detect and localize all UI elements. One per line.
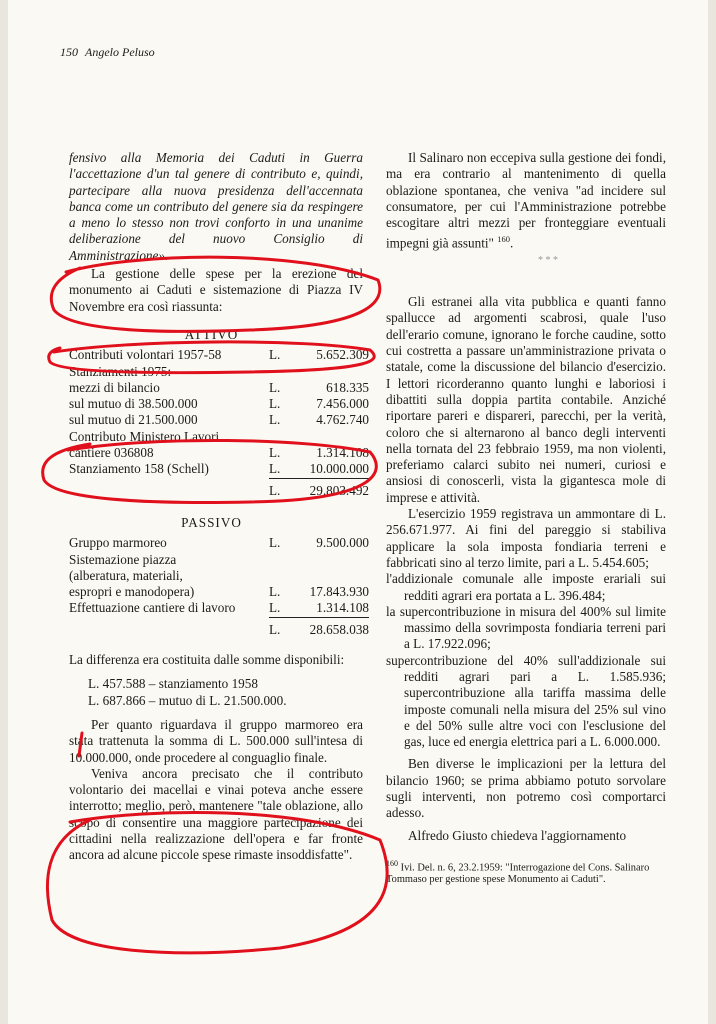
attivo-total-currency: L.: [269, 482, 281, 498]
ledger-amount: 4.762.740: [316, 412, 369, 428]
difference-item: L. 687.866 – mutuo di L. 21.500.000.: [88, 692, 287, 708]
ledger-row: [69, 600, 369, 617]
tax-item: supercontribuzione del 40% sull'addizionale sui redditi agrari pari a L. 1.585.936; supercontribuzione alla tariffa massima delle imposte comunali nella misura del 25% sul vino e del 50% sulle altre voci con l'esclusione del gas, luce ed energia elettrica pari a L. 6.000.000.: [386, 652, 666, 750]
ledger-label: sul mutuo di 38.500.000: [69, 396, 198, 412]
marble-paragraph: Per quanto riguardava il gruppo marmoreo era stata trattenuta la somma di L. 500.000 sull'intesa di 10.000.000, onde procedere al conguaglio finale.: [69, 716, 363, 765]
intro-paragraph: La gestione delle spese per la erezione del monumento ai Caduti e sistemazione di Piazza IV Novembre era così riassunta:: [69, 266, 363, 314]
difference-item: L. 457.588 – stanziamento 1958: [88, 676, 258, 692]
ledger-amount: [295, 568, 369, 584]
ledger-amount: 10.000.000: [295, 461, 369, 478]
running-header: [60, 45, 155, 60]
final-paragraph: Veniva ancora precisato che il contributo volontario dei macellai e vinai poteva anche essere interrotto; meglio, però, mantenere "tale oblazione, allo scopo di consentire una maggiore partecipazione dei cittadini nella realizzazione dell'opera e far fronte ancora ad alcune piccole spese rimaste insoddisfatte".: [69, 765, 363, 863]
ledger-row: [69, 445, 369, 461]
left-column: [60, 150, 369, 864]
ledger-label: cantiere 036808: [69, 445, 154, 461]
public-life-paragraph: Gli estranei alla vita pubblica e quanti fanno spallucce ad argomenti scabrosi, quale l'uso dell'erario comune, ignorano le forche caudine, sotto cui costretta a passare un'amministrazione privata o statale, come la discussione del bilancio d'esercizio. I lettori ricorderanno quanto lunghi e laboriosi i dibattiti sulla doppia partita contabile. Anziché riportare pareri e dispareri, parecchi, per la verità, coloro che si alternarono al banco degli interventi nella tornata del 23 febbraio 1959, ma non violenti, preferiamo calarci subito nei numeri, curiosi e ansiosi di conoscerli, vista la gigantesca mole di imprese e attività.: [386, 294, 666, 505]
footnote: [386, 858, 666, 886]
ledger-label: Stanziamento 158 (Schell): [69, 461, 209, 477]
ledger-label: Contributi volontari 1957-58: [69, 347, 222, 363]
ledger-currency: L.: [269, 535, 281, 551]
ledger-currency: L.: [269, 396, 281, 412]
attivo-total-amount: 29.803.492: [309, 482, 369, 498]
ledger-amount: 9.500.000: [316, 535, 369, 551]
ledger-amount: [295, 552, 369, 568]
ledger-row: [69, 364, 369, 380]
attivo-heading: ATTIVO: [184, 326, 239, 342]
salinaro-text: Il Salinaro non eccepiva sulla gestione dei fondi, ma era contrario al mantenimento di quella oblazione spontanea, che veniva "ad incidere sul consumatore, per cui l'Amministrazione potrebbe escogitare altri mezzi per fronteggiare eventuali impegni già assunti": [386, 150, 666, 251]
ledger-row: [69, 412, 369, 428]
ledger-label: (alberatura, materiali,: [69, 567, 183, 583]
ledger-row: [69, 568, 369, 584]
right-column: [386, 150, 666, 886]
ledger-currency: L.: [269, 600, 295, 617]
ledger-label: sul mutuo di 21.500.000: [69, 412, 198, 428]
tax-item: la supercontribuzione in misura del 400% sul limite massimo della sovrimposta fondiaria terreni pari a L. 17.922.096;: [386, 603, 666, 652]
ledger-currency: L.: [269, 412, 281, 428]
ledger-amount: 618.335: [326, 379, 369, 395]
tax-item: l'addizionale comunale alle imposte erariali sui redditi agrari era portata a L. 396.484;: [386, 571, 666, 603]
quoted-deliberation: fensivo alla Memoria dei Caduti in Guerra l'accettazione d'un tal genere di contributo e, quindi, partecipare alla nuova presidenza dell'accennata banca come un contributo del genere sia da respingere a meno lo stesso non trovi conforto in una unanime deliberazione del nuovo Consiglio di Amministrazione».: [69, 150, 363, 263]
ledger-row: [69, 461, 369, 478]
ledger-label: mezzi di bilancio: [69, 379, 160, 395]
tax-items: [386, 571, 666, 750]
ledger-label: Effettuazione cantiere di lavoro: [69, 600, 236, 616]
scan-edge-left: [0, 0, 8, 1024]
ledger-row: [69, 380, 369, 396]
footnote-text: Ivi. Del. n. 6, 23.2.1959: "Interrogazione del Cons. Salinaro Tommaso per gestione spese Monumento ai Caduti".: [386, 862, 650, 886]
ledger-row: [69, 429, 369, 445]
ledger-currency: L.: [269, 379, 281, 395]
ledger-label: Gruppo marmoreo: [69, 535, 167, 551]
footnote-number: 160: [386, 858, 398, 868]
ledger-amount: [295, 364, 369, 380]
ledger-currency: L.: [269, 461, 295, 478]
ledger-amount: 1.314.108: [316, 445, 369, 461]
ledger-row: [69, 535, 369, 551]
passivo-heading: PASSIVO: [181, 514, 242, 530]
giusto-paragraph: Alfredo Giusto chiedeva l'aggiornamento: [408, 827, 627, 843]
ledger-amount: 1.314.108: [295, 600, 369, 617]
page-number: 150: [60, 45, 78, 59]
ledger-amount: 17.843.930: [309, 584, 369, 600]
ledger-label: Stanziamenti 1975:: [69, 363, 172, 379]
ledger-row: [69, 347, 369, 363]
difference-intro: La differenza era costituita dalle somme disponibili:: [69, 652, 345, 668]
footnote-ref: 160: [497, 234, 510, 245]
section-separator: * * *: [538, 255, 558, 266]
esercizio-1959-paragraph: L'esercizio 1959 registrava un ammontare di L. 256.671.977. Ai fini del pareggio si stabiliva applicare la sola imposta fondiaria terreni e fabbricati sino al terzo limite, pari a L. 5.454.605;: [386, 506, 666, 570]
ledger-label: Contributo Ministero Lavori: [69, 428, 220, 444]
ledger-amount: [295, 429, 369, 445]
ledger-amount: 5.652.309: [316, 347, 369, 363]
ledger-currency: L.: [269, 347, 281, 363]
ledger-label: Sistemazione piazza: [69, 551, 177, 567]
ledger-amount: 7.456.000: [316, 396, 369, 412]
passivo-total-currency: L.: [269, 621, 281, 637]
ledger-row: [69, 552, 369, 568]
ledger-currency: [269, 429, 295, 445]
ledger-currency: L.: [269, 584, 281, 600]
bilancio-1960-paragraph: Ben diverse le implicazioni per la lettura del bilancio 1960; se prima abbiamo potuto sorvolare sugli interventi, non potremo così comportarci adesso.: [386, 756, 666, 821]
header-author: Angelo Peluso: [85, 45, 155, 59]
ledger-row: [69, 396, 369, 412]
attivo-table: [69, 347, 369, 478]
ledger-currency: [269, 552, 295, 568]
ledger-label: espropri e manodopera): [69, 584, 195, 600]
ledger-row: [69, 584, 369, 600]
passivo-table: [69, 535, 369, 617]
attivo-total: [69, 479, 369, 499]
difference-list: [60, 676, 363, 709]
ledger-currency: [269, 364, 295, 380]
ledger-currency: [269, 568, 295, 584]
salinaro-paragraph: Il Salinaro non eccepiva sulla gestione dei fondi, ma era contrario al mantenimento di quella oblazione spontanea, che veniva "ad incidere sul consumatore, per cui l'Amministrazione potrebbe escogitare altri mezzi per fronteggiare eventuali impegni già assunti" $^{160}$.: [386, 150, 666, 251]
ledger-currency: L.: [269, 445, 281, 461]
scan-edge-right: [708, 0, 716, 1024]
passivo-total-amount: 28.658.038: [309, 621, 369, 637]
passivo-total: [69, 618, 369, 638]
